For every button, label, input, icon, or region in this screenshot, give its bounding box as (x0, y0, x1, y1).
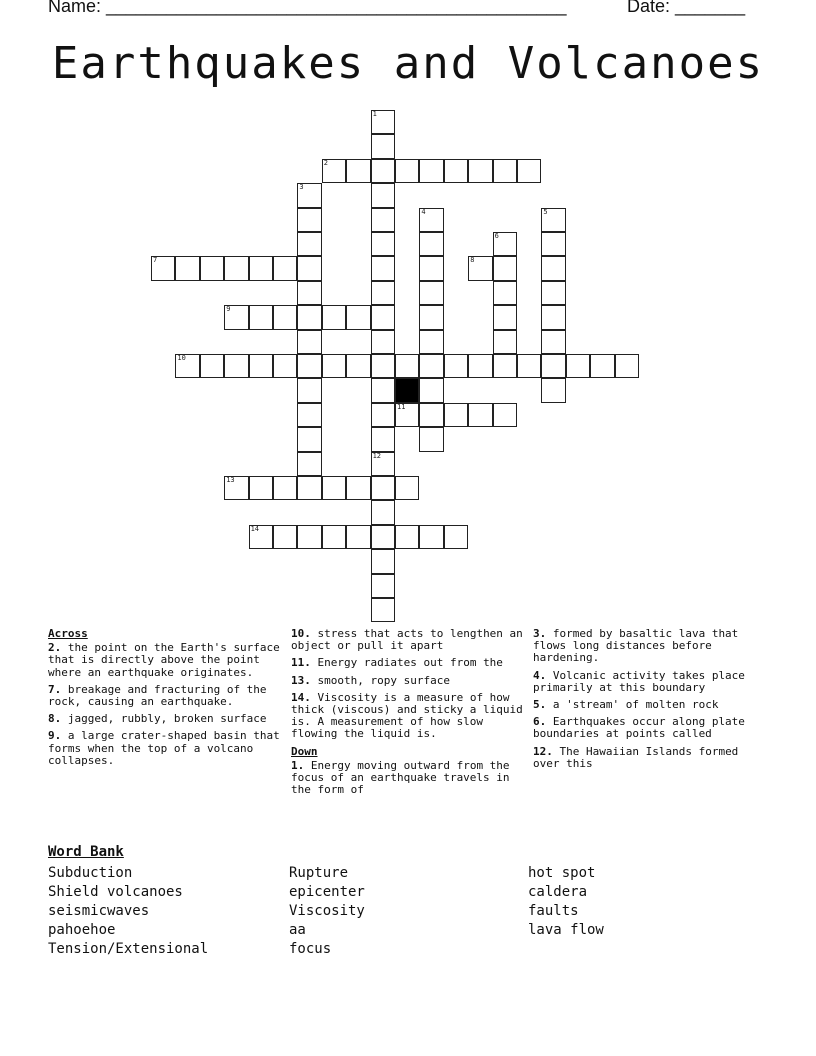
word-bank-item: hot spot (528, 865, 596, 881)
crossword-cell[interactable] (395, 159, 419, 183)
crossword-cell[interactable] (419, 256, 443, 280)
clue-number: 14 (250, 524, 260, 533)
clue-number: 12 (372, 451, 382, 460)
name-field[interactable]: Name: ______________________________________________ (48, 0, 567, 16)
crossword-cell[interactable] (322, 476, 346, 500)
word-bank-item: pahoehoe (48, 922, 116, 938)
crossword-cell[interactable] (517, 159, 541, 183)
clue-number: 5 (543, 207, 548, 216)
crossword-cell[interactable] (371, 281, 395, 305)
crossword-cell[interactable] (590, 354, 614, 378)
crossword-cell[interactable] (371, 598, 395, 622)
crossword-cell[interactable] (468, 159, 492, 183)
crossword-cell[interactable] (615, 354, 639, 378)
worksheet-title: Earthquakes and Volcanoes (51, 38, 765, 89)
clue-across-7: 7. breakage and fracturing of the rock, causing an earthquake. (48, 682, 267, 709)
word-bank-column-1 (48, 864, 208, 959)
crossword-cell[interactable] (249, 305, 273, 329)
crossword-cell[interactable] (249, 476, 273, 500)
clues-column-1 (48, 628, 280, 772)
crossword-cell[interactable] (346, 305, 370, 329)
crossword-cell[interactable] (297, 330, 321, 354)
clue-down-1: 1. Energy moving outward from the focus of an earthquake travels in the form of (291, 758, 510, 797)
word-bank-item: Rupture (289, 865, 349, 881)
crossword-cell[interactable] (297, 232, 321, 256)
crossword-cell[interactable] (395, 476, 419, 500)
clue-across-2: 2. the point on the Earth's surface that is directly above the point where an earthquake originates. (48, 641, 280, 679)
crossword-cell[interactable] (322, 159, 346, 183)
clue-number: 8 (470, 256, 475, 265)
crossword-cell[interactable] (541, 305, 565, 329)
crossword-cell[interactable] (297, 354, 321, 378)
crossword-cell[interactable] (493, 354, 517, 378)
crossword-cell[interactable] (249, 354, 273, 378)
crossword-cell[interactable] (273, 256, 297, 280)
crossword-cell[interactable] (419, 208, 443, 232)
word-bank-column-3 (528, 864, 604, 940)
crossword-cell[interactable] (224, 305, 248, 329)
crossword-cell[interactable] (371, 134, 395, 158)
clue-number: 1 (372, 110, 377, 118)
across-heading: Across (48, 627, 88, 640)
crossword-cell[interactable] (322, 354, 346, 378)
clue-down-5: 5. a 'stream' of molten rock (533, 698, 719, 712)
crossword-cell[interactable] (493, 281, 517, 305)
crossword-cell[interactable] (371, 256, 395, 280)
word-bank-item: aa (289, 922, 306, 938)
crossword-cell[interactable] (444, 354, 468, 378)
crossword-cell[interactable] (419, 403, 443, 427)
word-bank-column-2 (289, 864, 365, 959)
crossword-cell[interactable] (297, 208, 321, 232)
crossword-cell[interactable] (419, 427, 443, 451)
crossword-cell[interactable] (297, 452, 321, 476)
crossword-cell[interactable] (371, 208, 395, 232)
clue-across-8: 8. jagged, rubbly, broken surface (48, 712, 267, 726)
clue-number: 7 (153, 256, 158, 265)
crossword-cell[interactable] (200, 256, 224, 280)
clue-across-11: 11. Energy radiates out from the (291, 656, 503, 670)
crossword-cell[interactable] (322, 305, 346, 329)
crossword-cell[interactable] (371, 330, 395, 354)
clue-number: 9 (226, 305, 231, 314)
crossword-cell[interactable] (371, 549, 395, 573)
clue-number: 3 (299, 183, 304, 192)
crossword-cell[interactable] (371, 476, 395, 500)
crossword-cell[interactable] (297, 525, 321, 549)
word-bank-item: epicenter (289, 884, 365, 900)
crossword-cell[interactable] (151, 256, 175, 280)
crossword-cell[interactable] (224, 354, 248, 378)
crossword-cell[interactable] (419, 330, 443, 354)
crossword-cell[interactable] (346, 354, 370, 378)
date-field[interactable]: Date: _______ (627, 0, 746, 16)
crossword-cell[interactable] (541, 330, 565, 354)
crossword-cell[interactable] (371, 525, 395, 549)
crossword-cell[interactable] (541, 378, 565, 402)
crossword-cell[interactable] (371, 183, 395, 207)
down-heading: Down (291, 744, 318, 758)
crossword-cell[interactable] (541, 256, 565, 280)
clue-across-10: 10. stress that acts to lengthen an object or pull it apart (291, 627, 523, 653)
crossword-cell[interactable] (444, 159, 468, 183)
crossword-cell[interactable] (566, 354, 590, 378)
clue-number: 11 (397, 402, 406, 411)
word-bank-item: Shield volcanoes (48, 884, 183, 900)
crossword-cell[interactable] (468, 256, 492, 280)
crossword-cell[interactable] (297, 281, 321, 305)
crossword-cell[interactable] (371, 378, 395, 402)
crossword-cell[interactable] (493, 330, 517, 354)
crossword-cell[interactable] (468, 354, 492, 378)
crossword-cell[interactable] (297, 476, 321, 500)
crossword-cell[interactable] (371, 354, 395, 378)
crossword-cell[interactable] (371, 427, 395, 451)
crossword-cell[interactable] (541, 354, 565, 378)
crossword-cell[interactable] (175, 354, 199, 378)
crossword-cell[interactable] (419, 281, 443, 305)
crossword-cell[interactable] (346, 525, 370, 549)
crossword-cell[interactable] (493, 403, 517, 427)
crossword-cell[interactable] (297, 403, 321, 427)
word-bank-item: Subduction (48, 865, 133, 881)
crossword-cell[interactable] (175, 256, 199, 280)
word-bank-item: focus (289, 941, 332, 957)
clue-down-6: 6. Earthquakes occur along plate boundaries at points called (533, 715, 745, 741)
crossword-cell[interactable] (346, 159, 370, 183)
crossword-cell[interactable] (493, 256, 517, 280)
crossword-cell[interactable] (395, 354, 419, 378)
crossword-cell[interactable] (371, 452, 395, 476)
crossword-cell[interactable] (371, 305, 395, 329)
crossword-cell[interactable] (395, 403, 419, 427)
clue-number: 10 (177, 354, 186, 362)
crossword-blocked-cell (395, 378, 419, 402)
word-bank-item: caldera (528, 884, 588, 900)
crossword-cell[interactable] (444, 525, 468, 549)
crossword-cell[interactable] (395, 525, 419, 549)
crossword-cell[interactable] (297, 256, 321, 280)
crossword-cell[interactable] (371, 110, 395, 134)
clue-across-13: 13. smooth, ropy surface (291, 673, 450, 687)
crossword-cell[interactable] (249, 256, 273, 280)
word-bank-item: faults (528, 903, 579, 919)
word-bank-item: Viscosity (289, 903, 365, 919)
crossword-cell[interactable] (419, 378, 443, 402)
crossword-cell[interactable] (346, 476, 370, 500)
crossword-cell[interactable] (297, 183, 321, 207)
crossword-cell[interactable] (541, 208, 565, 232)
clue-number: 13 (226, 476, 235, 484)
crossword-cell[interactable] (517, 354, 541, 378)
crossword-cell[interactable] (371, 574, 395, 598)
crossword-cell[interactable] (541, 232, 565, 256)
word-bank-item: Tension/Extensional (48, 941, 209, 957)
crossword-cell[interactable] (419, 232, 443, 256)
clue-down-12: 12. The Hawaiian Islands formed over this (533, 744, 739, 770)
crossword-cell[interactable] (224, 256, 248, 280)
crossword-cell[interactable] (468, 403, 492, 427)
crossword-cell[interactable] (541, 281, 565, 305)
crossword-cell[interactable] (493, 232, 517, 256)
crossword-cell[interactable] (200, 354, 224, 378)
clues-column-2 (291, 628, 523, 801)
crossword-cell[interactable] (419, 159, 443, 183)
crossword-cell[interactable] (297, 305, 321, 329)
clue-number: 4 (421, 207, 426, 216)
crossword-cell[interactable] (419, 354, 443, 378)
crossword-cell[interactable] (249, 525, 273, 549)
word-bank-item: lava flow (528, 922, 604, 938)
crossword-cell[interactable] (273, 525, 297, 549)
crossword-cell[interactable] (444, 403, 468, 427)
crossword-cell[interactable] (273, 476, 297, 500)
crossword-cell[interactable] (371, 159, 395, 183)
clue-across-14: 14. Viscosity is a measure of how thick (viscous) and sticky a liquid is. A measurement of how slow flowing the liquid is. (291, 690, 523, 741)
crossword-cell[interactable] (371, 500, 395, 524)
clue-number: 2 (323, 158, 329, 167)
crossword-cell[interactable] (322, 525, 346, 549)
crossword-cell[interactable] (273, 354, 297, 378)
clues-column-3 (533, 628, 765, 775)
clue-across-9: 9. a large crater-shaped basin that forms when the top of a volcano collapses. (48, 729, 280, 767)
crossword-cell[interactable] (371, 403, 395, 427)
crossword-cell[interactable] (297, 427, 321, 451)
crossword-cell[interactable] (371, 232, 395, 256)
crossword-cell[interactable] (493, 305, 517, 329)
crossword-cell[interactable] (419, 525, 443, 549)
crossword-cell[interactable] (297, 378, 321, 402)
crossword-cell[interactable] (224, 476, 248, 500)
word-bank-item: seismicwaves (48, 903, 150, 919)
clue-number: 6 (494, 232, 499, 240)
crossword-cell[interactable] (419, 305, 443, 329)
crossword-cell[interactable] (273, 305, 297, 329)
clue-down-3: 3. formed by basaltic lava that flows long distances before hardening. (533, 627, 739, 665)
word-bank-title: Word Bank (48, 844, 124, 860)
crossword-cell[interactable] (493, 159, 517, 183)
clue-down-4: 4. Volcanic activity takes place primarily at this boundary (533, 668, 745, 694)
